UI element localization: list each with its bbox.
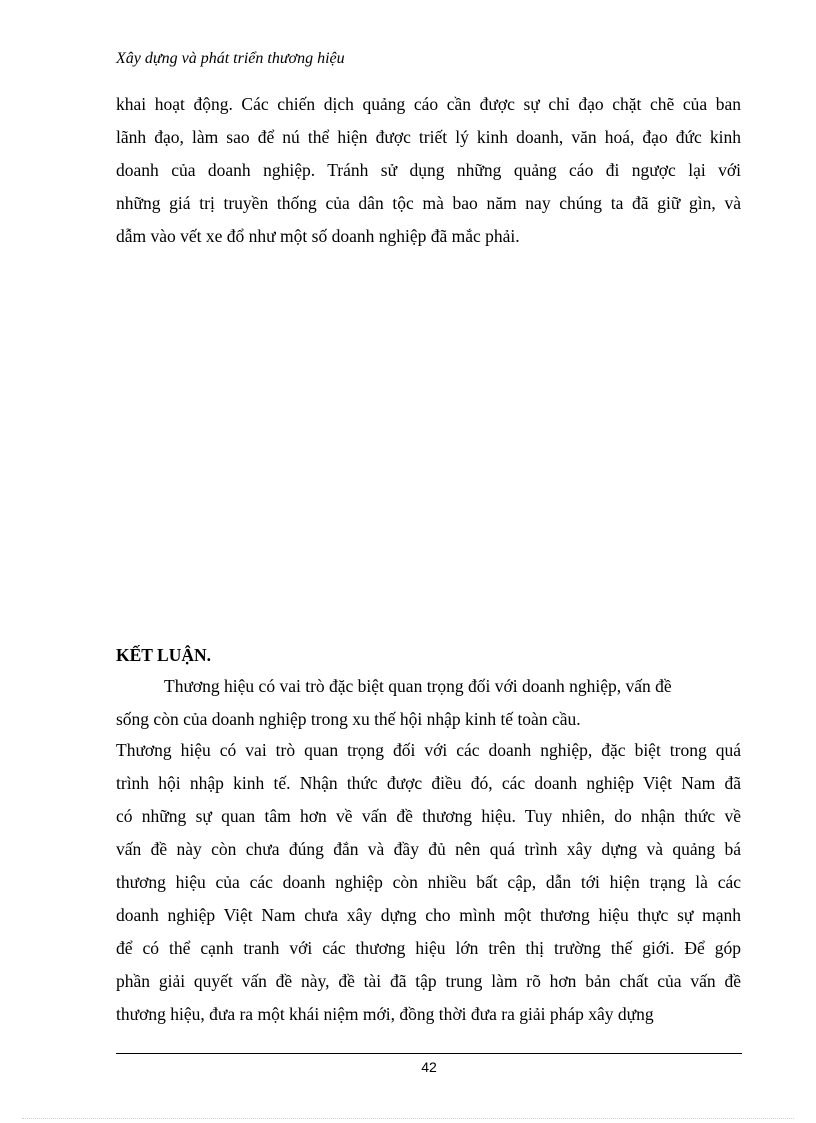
text-line: trình hội nhập kinh tế. Nhận thức được điều đó, các doanh nghiệp Việt Nam đã [116, 773, 741, 793]
paragraph-conclusion-intro [116, 670, 741, 736]
paragraph-advertising [116, 88, 741, 253]
text-line: phần giải quyết vấn đề này, đề tài đã tập trung làm rõ hơn bản chất của vấn đề [116, 971, 741, 991]
text-line: có những sự quan tâm hơn về vấn đề thương hiệu. Tuy nhiên, do nhận thức về [116, 806, 741, 826]
text-line: những giá trị truyền thống của dân tộc mà bao năm nay chúng ta đã giữ gìn, và [116, 193, 741, 213]
text-line: để có thể cạnh tranh với các thương hiệu lớn trên thị trường thế giới. Để góp [116, 938, 741, 958]
text-line: sống còn của doanh nghiệp trong xu thế hội nhập kinh tế toàn cầu. [116, 709, 581, 729]
text-line: thương hiệu của các doanh nghiệp còn nhiều bất cập, dẫn tới hiện trạng là các [116, 872, 741, 892]
footer-divider [116, 1053, 742, 1054]
text-line: doanh nghiệp Việt Nam chưa xây dựng cho mình một thương hiệu thực sự mạnh [116, 905, 741, 925]
text-line: Thương hiệu có vai trò quan trọng đối với các doanh nghiệp, đặc biệt trong quá [116, 740, 741, 760]
page-number: 42 [421, 1059, 437, 1075]
text-line: thương hiệu, đưa ra một khái niệm mới, đồng thời đưa ra giải pháp xây dựng [116, 1004, 654, 1024]
text-line: Thương hiệu có vai trò đặc biệt quan trọng đối với doanh nghiệp, vấn đề [164, 676, 672, 696]
running-header: Xây dựng và phát triển thương hiệu [116, 50, 345, 67]
text-line: khai hoạt động. Các chiến dịch quảng cáo cần được sự chỉ đạo chặt chẽ của ban [116, 94, 741, 114]
text-line: vấn đề này còn chưa đúng đắn và đầy đủ nên quá trình xây dựng và quảng bá [116, 839, 741, 859]
paragraph-conclusion-body [116, 734, 741, 1031]
conclusion-heading: KẾT LUẬN. [116, 645, 211, 665]
text-line: dẫm vào vết xe đổ như một số doanh nghiệp đã mắc phải. [116, 226, 520, 246]
text-line: lãnh đạo, làm sao để nú thể hiện được triết lý kinh doanh, văn hoá, đạo đức kinh [116, 127, 741, 147]
page-bottom-edge [22, 1118, 794, 1119]
text-line: doanh của doanh nghiệp. Tránh sử dụng những quảng cáo đi ngược lại với [116, 160, 741, 180]
